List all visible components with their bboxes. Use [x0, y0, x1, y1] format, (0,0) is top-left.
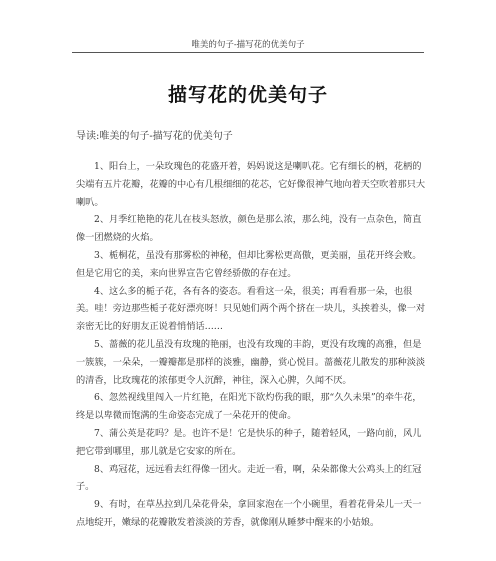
paragraph-1: 1、阳台上，一朵玫瑰色的花盛开着，妈妈说这是喇叭花。它有细长的柄，花柄的尖端有五片花瓣，花瓣的中心有几根细细的花芯，它好像很神气地向着天空吹着那只大喇叭。 — [76, 161, 426, 208]
paragraph-9: 9、有时，在草丛拉到几朵花骨朵，拿回家泡在一个小碗里，看着花骨朵儿一天一点地绽开，嫩绿的花瓣散发着淡淡的芳香，就像刚从睡梦中醒来的小姑娘。 — [76, 499, 422, 528]
body-text — [76, 158, 428, 532]
paragraph-4: 4、这么多的栀子花，各有各的姿态。看看这一朵，很美；再看看那一朵，也很美。哇！旁边那些栀子花好漂亮呀！只见她们两个两个挤在一块儿，头挨着头，像一对亲密无比的好朋友正说着悄悄话…… — [76, 285, 426, 333]
document-title: 描写花的优美句子 — [167, 84, 328, 106]
paragraph-8: 8、鸡冠花，远远看去红得像一团火。走近一看，啊，朵朵都像大公鸡头上的红冠子。 — [76, 463, 422, 493]
paragraph-2: 2、月季红艳艳的花儿在枝头怒放，颜色是那么浓，那么纯，没有一点杂色，简直像一团燃烧的火焰。 — [76, 214, 422, 244]
header-rule — [72, 52, 424, 53]
paragraph-7: 7、蒲公英是花吗？是。也许不是！它是快乐的种子，随着轻风，一路向前，风儿把它带到哪里，那儿就是它安家的所在。 — [76, 427, 422, 457]
paragraph-6: 6、忽然视线里闯入一片红艳，在阳光下欲灼伤我的眼，那“久久未果”的牵牛花，终是以卑微而饱满的生命姿态完成了一朵花开的使命。 — [76, 392, 422, 422]
intro-text: 导读:唯美的句子-描写花的优美句子 — [76, 131, 233, 142]
paragraph-5: 5、蔷薇的花儿虽没有玫瑰的艳丽，也没有玫瑰的丰韵，更没有玫瑰的高雅，但是一簇簇，一朵朵，一瓣瓣都是那样的淡雅，幽静，赏心悦目。蔷薇花儿散发的那种淡淡的清香，比玫瑰花的浓郁更令人沉醉，神往，深入心脾，久闻不厌。 — [76, 338, 426, 386]
page-header: 唯美的句子-描写花的优美句子 — [191, 40, 305, 50]
paragraph-3: 3、栀桐花，虽没有那雾松的神秘，但却比雾松更高傲，更美丽，虽花开终会败。但是它用它的美，来向世界宣告它曾经骄傲的存在过。 — [76, 249, 422, 279]
